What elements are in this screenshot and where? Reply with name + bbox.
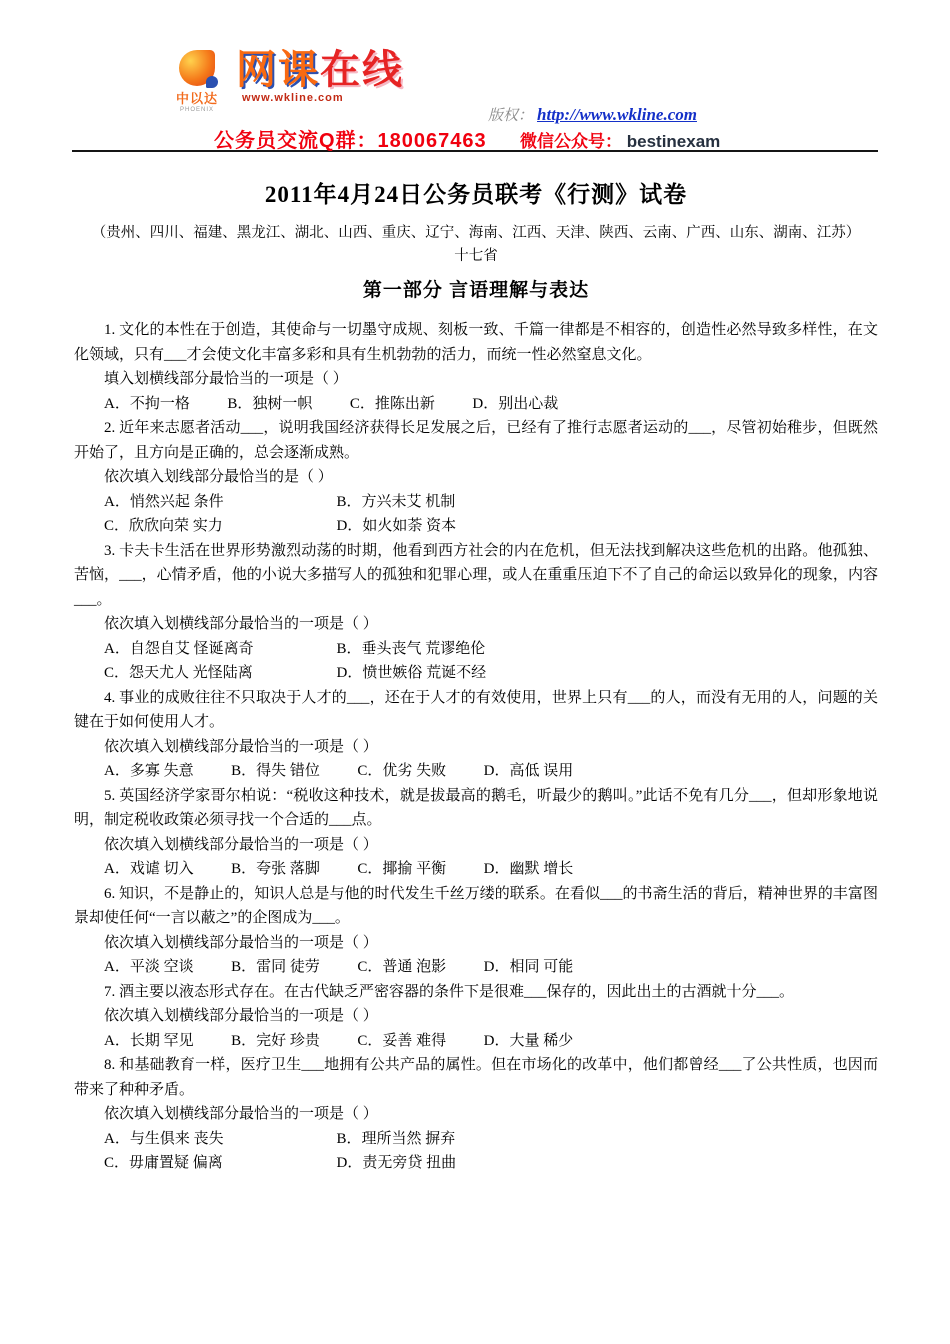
question-prompt: 依次填入划横线部分最恰当的一项是（ ） xyxy=(104,1008,378,1024)
answer-option: C．推陈出新 xyxy=(349,395,435,412)
question-prompt: 依次填入划横线部分最恰当的一项是（ ） xyxy=(104,836,378,853)
answer-option: C．普通 泡影 xyxy=(357,959,447,975)
answer-option: A．多寡 失意 xyxy=(104,763,194,779)
question-stem: 7. 酒主要以液态形式存在。在古代缺乏严密容器的条件下是很难___保存的，因此出土的古酒就十分___。 xyxy=(104,983,795,1000)
question-stem: 4. 事业的成败往往不只取决于人才的___，还在于人才的有效使用，世界上只有___的人，而没有无用的人，问题的关键在于如何使用人才。 xyxy=(74,689,878,730)
brand-mark-subtext: PHOENIX xyxy=(179,107,214,113)
answer-option: B．夸张 落脚 xyxy=(231,861,320,877)
answer-option: A．不拘一格 xyxy=(104,395,190,412)
answer-option: D．幽默 增长 xyxy=(483,861,574,877)
option-row xyxy=(74,637,878,662)
answer-option: C．欣欣向荣 实力 xyxy=(104,518,223,534)
question-block xyxy=(74,686,878,784)
answer-option: B．独树一帜 xyxy=(227,395,313,412)
question-prompt: 依次填入划横线部分最恰当的一项是（ ） xyxy=(104,616,378,632)
question-block xyxy=(74,980,878,1054)
copyright-line xyxy=(488,104,697,125)
province-count: 十七省 xyxy=(454,248,498,264)
answer-option: D．责无旁贷 扭曲 xyxy=(336,1155,457,1171)
question-list xyxy=(74,318,878,1176)
wechat-account: bestinexam xyxy=(626,132,721,151)
question-prompt: 依次填入划横线部分最恰当的一项是（ ） xyxy=(104,934,378,951)
copyright-label: 版权： xyxy=(488,108,534,124)
question-stem: 6. 知识，不是静止的，知识人总是与他的时代发生千丝万缕的联系。在看似___的书斋生活的背后，精神世界的丰富图景却使任何“一言以蔽之”的企图成为___。 xyxy=(74,885,878,926)
phoenix-logo-icon xyxy=(179,50,215,86)
option-row xyxy=(74,1127,878,1152)
answer-option: C．怨天尤人 光怪陆离 xyxy=(104,665,253,681)
question-stem: 1. 文化的本性在于创造，其使命与一切墨守成规、刻板一致、千篇一律都是不相容的，创造性必然导致多样性，在文化领域，只有___才会使文化丰富多彩和具有生机勃勃的活力，而统一性必然窒息文化。 xyxy=(74,322,878,363)
answer-option: A．平淡 空谈 xyxy=(104,959,194,975)
brand-title xyxy=(236,50,404,90)
answer-option: C．毋庸置疑 偏离 xyxy=(104,1155,223,1171)
wechat-label: 微信公众号： xyxy=(520,132,622,151)
answer-option: C．妥善 难得 xyxy=(357,1032,447,1049)
answer-option: B．完好 珍贵 xyxy=(231,1032,320,1049)
page-title: 2011年4月24日公务员联考《行测》试卷 xyxy=(264,182,688,207)
document-header xyxy=(0,0,950,150)
option-row xyxy=(74,759,878,784)
option-row xyxy=(74,1029,878,1054)
answer-option: D．相同 可能 xyxy=(483,959,574,975)
question-prompt: 依次填入划线部分最恰当的是（ ） xyxy=(104,469,333,485)
answer-option: C．优劣 失败 xyxy=(357,763,447,779)
province-list: （贵州、四川、福建、黑龙江、湖北、山西、重庆、辽宁、海南、江西、天津、陕西、云南、广西、山东、湖南、江苏） xyxy=(91,225,861,241)
answer-option: B．雷同 徒劳 xyxy=(231,959,320,975)
answer-option: D．别出心裁 xyxy=(472,395,559,412)
question-prompt: 依次填入划横线部分最恰当的一项是（ ） xyxy=(104,1106,378,1122)
option-row xyxy=(74,1151,878,1176)
brand-title-part1: 网课 xyxy=(236,48,320,92)
qq-group-line: 公务员交流Q群：180067463 xyxy=(214,130,487,152)
wechat-line xyxy=(520,127,720,152)
answer-option: A．长期 罕见 xyxy=(104,1032,194,1049)
question-prompt: 填入划横线部分最恰当的一项是（ ） xyxy=(104,371,348,387)
site-logo xyxy=(168,50,404,113)
option-row xyxy=(74,490,878,515)
answer-option: A．自怨自艾 怪诞离奇 xyxy=(104,640,254,657)
brand-mark-text: 中以达 xyxy=(175,91,218,106)
answer-option: B．垂头丧气 荒谬绝伦 xyxy=(336,640,486,657)
brand-logo xyxy=(168,50,226,113)
brand-wordmark xyxy=(236,50,404,104)
question-block xyxy=(74,416,878,539)
answer-option: D．大量 稀少 xyxy=(483,1032,574,1049)
brand-title-part2: 在线 xyxy=(320,48,404,92)
question-stem: 2. 近年来志愿者活动___，说明我国经济获得长足发展之后，已经有了推行志愿者运动的___，尽管初始稚步，但既然开始了，且方向是正确的，总会逐渐成熟。 xyxy=(74,420,878,461)
brand-url: www.wkline.com xyxy=(242,92,344,104)
option-row xyxy=(74,514,878,539)
option-row xyxy=(74,392,878,417)
answer-option: B．理所当然 摒弃 xyxy=(336,1130,456,1147)
question-block xyxy=(74,318,878,416)
option-row xyxy=(74,857,878,882)
question-block xyxy=(74,784,878,882)
answer-option: D．愤世嫉俗 荒诞不经 xyxy=(336,665,487,681)
question-prompt: 依次填入划横线部分最恰当的一项是（ ） xyxy=(104,738,378,755)
option-row xyxy=(74,955,878,980)
question-block xyxy=(74,539,878,686)
answer-option: D．如火如荼 资本 xyxy=(336,518,457,534)
option-row xyxy=(74,661,878,686)
answer-option: A．与生俱来 丧失 xyxy=(104,1130,224,1147)
question-stem: 3. 卡夫卡生活在世界形势激烈动荡的时期，他看到西方社会的内在危机，但无法找到解决这些危机的出路。他孤独、苦恼，___，心情矛盾，他的小说大多描写人的孤独和犯罪心理，或人在重重压迫下不了自己的命运以致异化的现象，内容___。 xyxy=(74,542,878,608)
answer-option: A．悄然兴起 条件 xyxy=(104,493,224,510)
question-block xyxy=(74,1053,878,1176)
answer-option: B．得失 错位 xyxy=(231,763,320,779)
answer-option: C．揶揄 平衡 xyxy=(357,861,447,877)
document-body xyxy=(0,152,950,1176)
question-block xyxy=(74,882,878,980)
question-stem: 8. 和基础教育一样，医疗卫生___地拥有公共产品的属性。但在市场化的改革中，他们都曾经___了公共性质，也因而带来了种种矛盾。 xyxy=(74,1057,878,1098)
answer-option: A．戏谑 切入 xyxy=(104,861,194,877)
answer-option: B．方兴未艾 机制 xyxy=(336,493,456,510)
question-stem: 5. 英国经济学家哥尔柏说：“税收这种技术，就是拔最高的鹅毛，听最少的鹅叫。”此话不免有几分___，但却形象地说明，制定税收政策必须寻找一个合适的___点。 xyxy=(74,787,878,828)
answer-option: D．高低 误用 xyxy=(483,763,574,779)
section-heading: 第一部分 言语理解与表达 xyxy=(362,280,590,301)
copyright-url-link[interactable]: http://www.wkline.com xyxy=(537,105,697,124)
